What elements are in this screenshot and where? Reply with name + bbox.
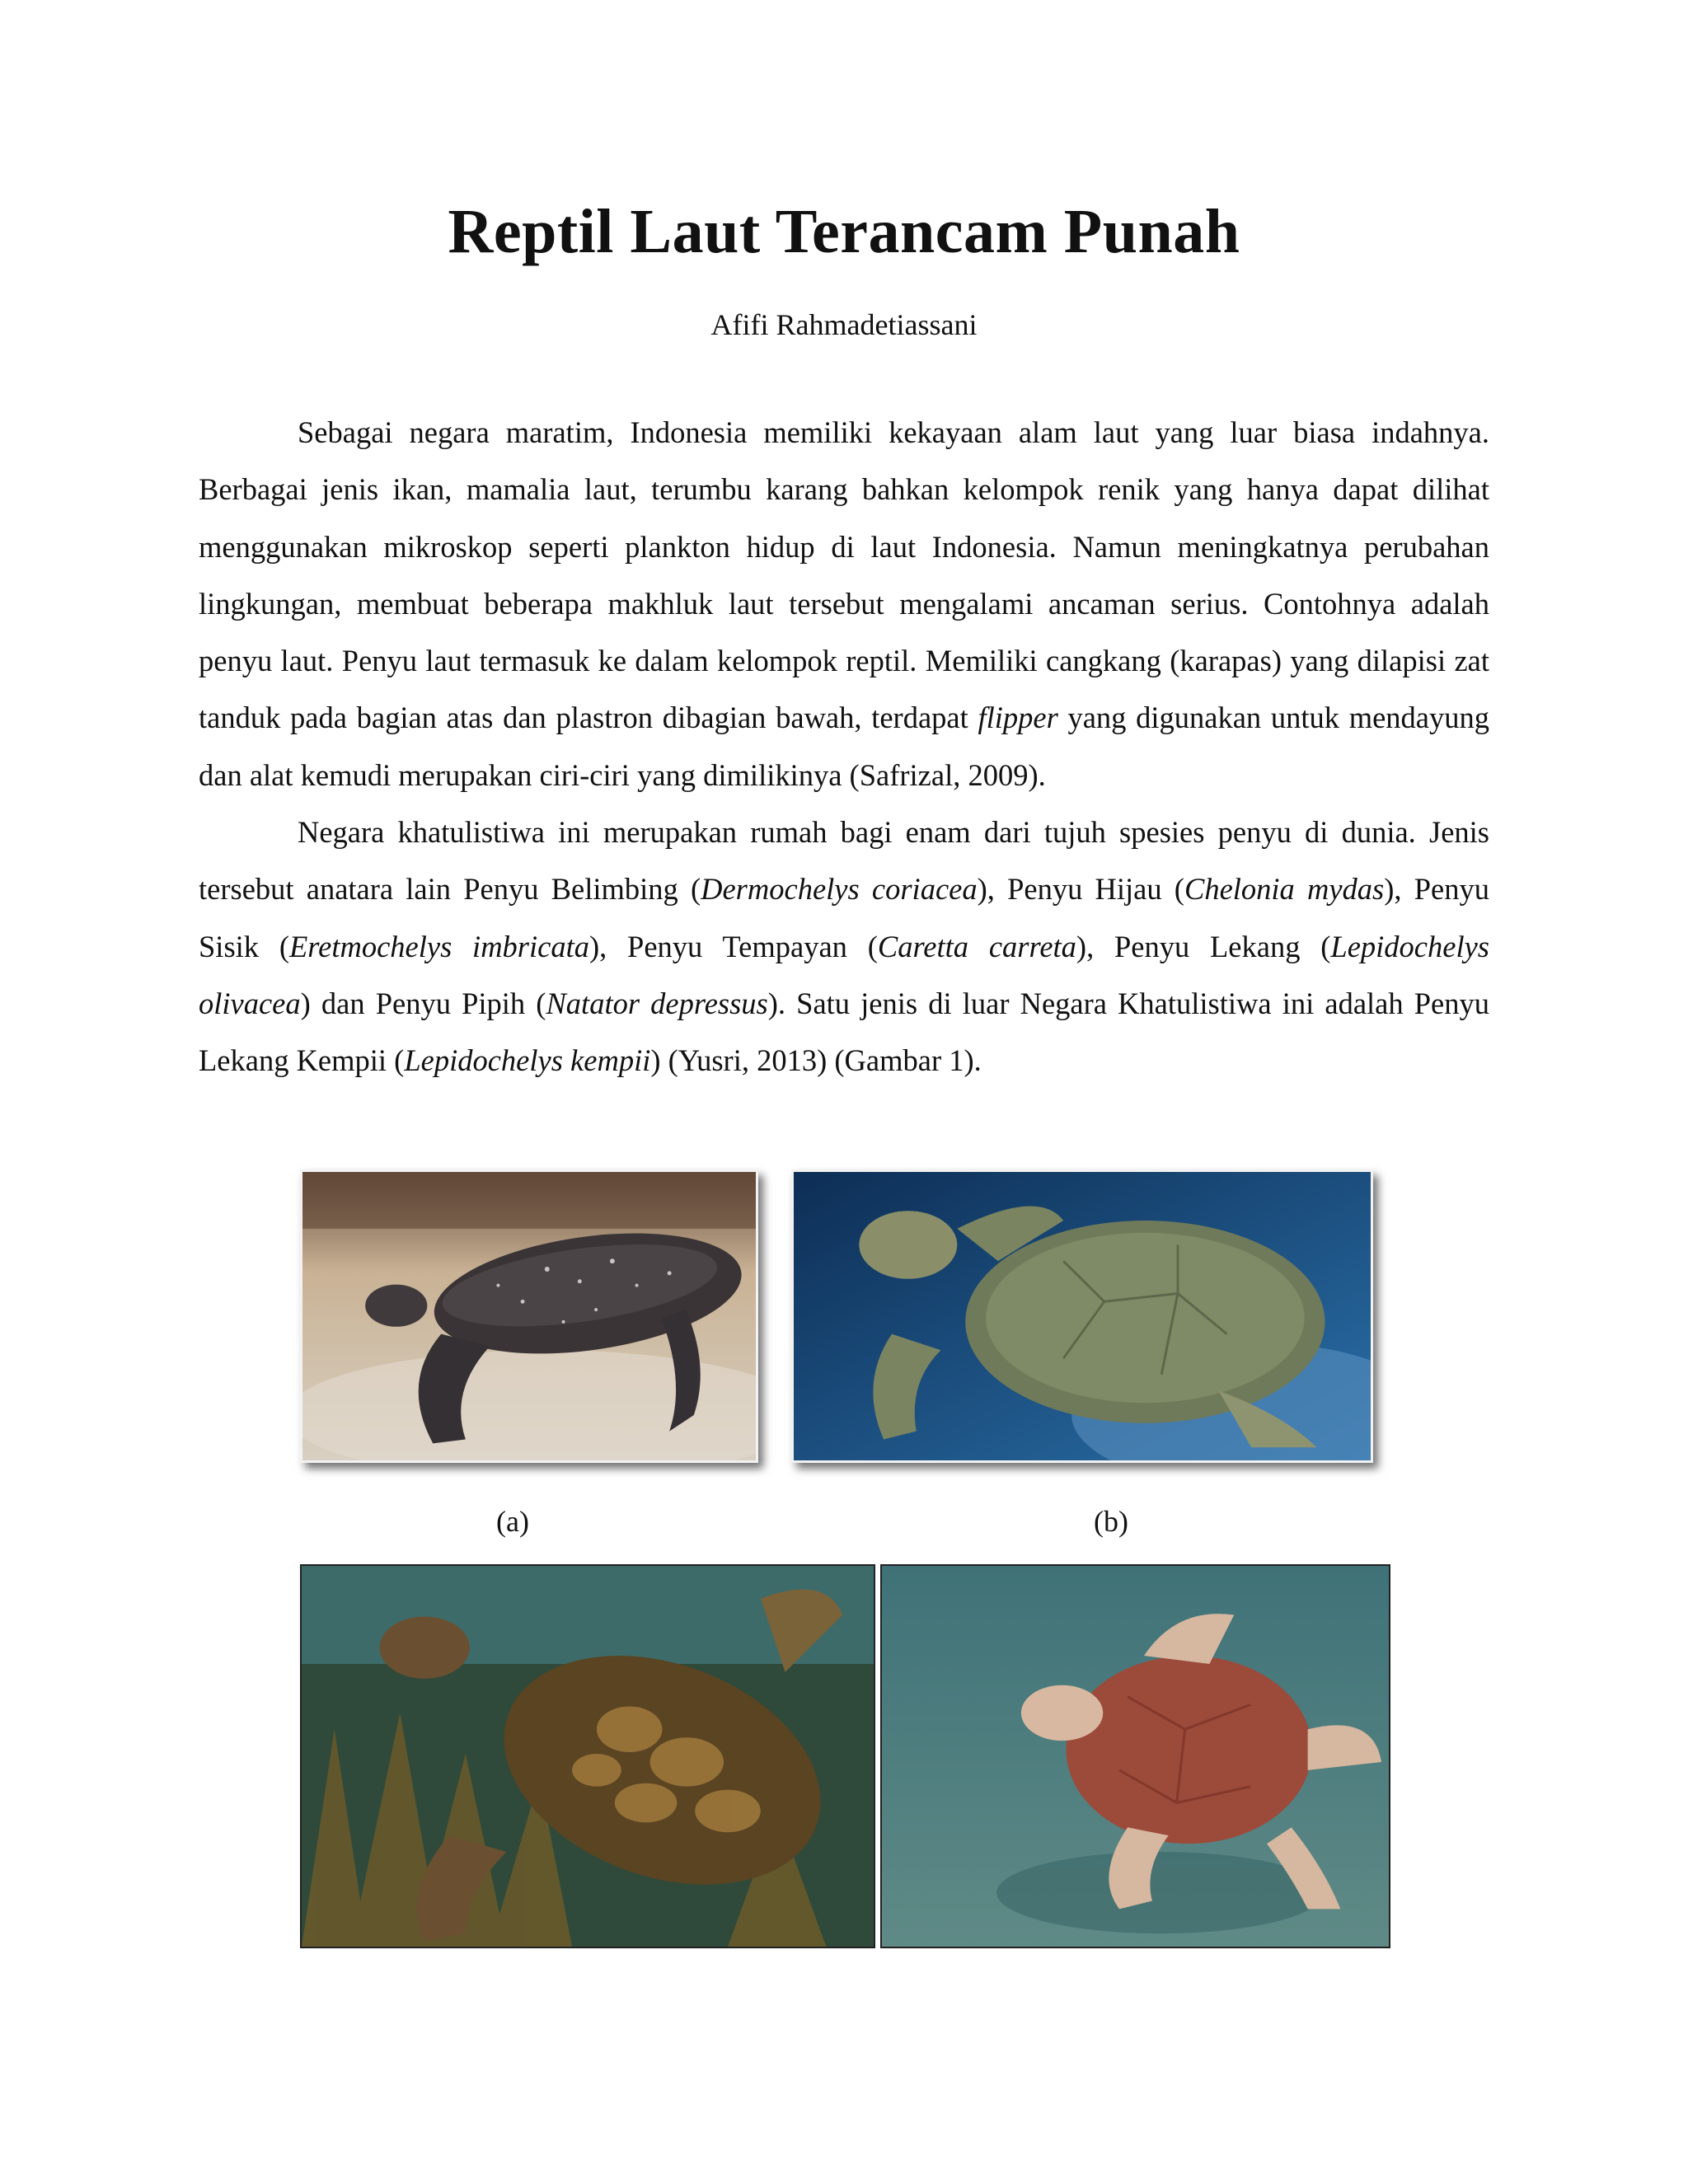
species-name: Natator depressus xyxy=(546,986,768,1020)
figure-caption-a: (a) xyxy=(496,1505,529,1538)
paragraph-2: Negara khatulistiwa ini merupakan rumah bagi enam dari tujuh spesies penyu di dunia. Jenis tersebut anatara lain Penyu Belimbing (Dermochelys coriacea), Penyu Hijau (Chelonia mydas), Penyu Sisik (Eretmochelys imbricata), Penyu Tempayan (Caretta carreta), Penyu Lekang (Lepidochelys olivacea) dan Penyu Pipih (Natator depressus). Satu jenis di luar Negara Khatulistiwa ini adalah Penyu Lekang Kempii (Lepidochelys kempii) (Yusri, 2013) (Gambar 1). xyxy=(199,815,1489,1078)
article-body xyxy=(199,404,1489,1090)
figure-d-loggerhead-turtle xyxy=(880,1564,1390,1948)
figure-c-hawksbill-turtle xyxy=(300,1564,875,1948)
species-name: Chelonia mydas xyxy=(1184,872,1385,907)
species-name: Lepidochelys olivacea xyxy=(199,929,1489,1020)
species-name: Lepidochelys kempii xyxy=(404,1043,651,1078)
italic-term-flipper: flipper xyxy=(978,701,1058,735)
figure-caption-b: (b) xyxy=(1094,1505,1128,1538)
document-title: Reptil Laut Terancam Punah xyxy=(448,197,1240,266)
species-name: Caretta carreta xyxy=(877,929,1076,963)
species-name: Dermochelys coriacea xyxy=(701,872,978,907)
author-name: Afifi Rahmadetiassani xyxy=(710,308,978,341)
paragraph-1: Sebagai negara maratim, Indonesia memiliki kekayaan alam laut yang luar biasa indahnya. Berbagai jenis ikan, mamalia laut, terumbu karang bahkan kelompok renik yang hanya dapat dilihat menggunakan mikroskop seperti plankton hidup di laut Indonesia. Namun meningkatnya perubahan lingkungan, membuat beberapa makhluk laut tersebut mengalami ancaman serius. Contohnya adalah penyu laut. Penyu laut termasuk ke dalam kelompok reptil. Memiliki cangkang (karapas) yang dilapisi zat tanduk pada bagian atas dan plastron dibagian bawah, terdapat flipper yang digunakan untuk mendayung dan alat kemudi merupakan ciri-ciri yang dimilikinya (Safrizal, 2009). xyxy=(199,415,1489,792)
figure-b-green-turtle xyxy=(791,1169,1373,1463)
species-name: Eretmochelys imbricata xyxy=(288,929,589,963)
figure-a-leatherback-turtle xyxy=(300,1169,758,1463)
